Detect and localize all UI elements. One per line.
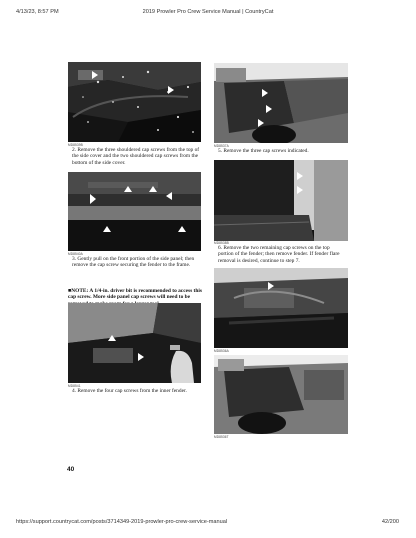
figure-code: MD8537A (214, 144, 229, 148)
photo-inner-fender-screws (68, 303, 201, 383)
figure-code: MD8540A (68, 252, 83, 256)
figure-caption: 6. Remove the two remaining cap screws on the top portion of the fender; then remove fender. If fender flare removal is desired, continue to step 7. (218, 245, 340, 264)
figure-caption: 4. Remove the four cap screws from the inner fender. (72, 388, 187, 394)
figure-code: MD8536T (214, 435, 229, 439)
photo-front-panel-screw (68, 172, 201, 251)
figure-caption: 3. Gently pull on the front portion of the side panel; then remove the cap screw securing the fender to the frame. (72, 256, 195, 269)
photo-side-cover-screws (68, 62, 201, 142)
figure-caption: 2. Remove the three shouldered cap screws from the top of the side cover and the two shouldered cap screws from the bottom of the side cover. (72, 147, 200, 166)
figure-code: MD8538B (214, 241, 229, 245)
figure-code: MD8536A (214, 349, 229, 353)
print-datetime: 4/13/23, 8:57 PM (16, 9, 59, 15)
print-url: https://support.countrycat.com/posts/3714349-2019-prowler-pro-crew-service-manual (16, 519, 228, 525)
note-driver-bit: ■NOTE: A 1/4-in. driver bit is recommended to access this cap screw. More side panel cap screws will need to be (68, 288, 202, 301)
manual-page-number: 40 (67, 466, 75, 473)
print-page-count: 42/200 (381, 519, 399, 525)
print-page-title: 2019 Prowler Pro Crew Service Manual | CountryCat (142, 9, 274, 15)
figure-code: MD8539B (68, 143, 83, 147)
photo-fender-removed (214, 268, 348, 348)
figure-caption: 5. Remove the three cap screws indicated. (218, 148, 309, 154)
photo-fender-three-screws (214, 63, 348, 143)
photo-fender-remaining-screws (214, 160, 348, 241)
photo-fender-flare (214, 355, 348, 434)
figure-code: MD8541 (68, 384, 81, 388)
